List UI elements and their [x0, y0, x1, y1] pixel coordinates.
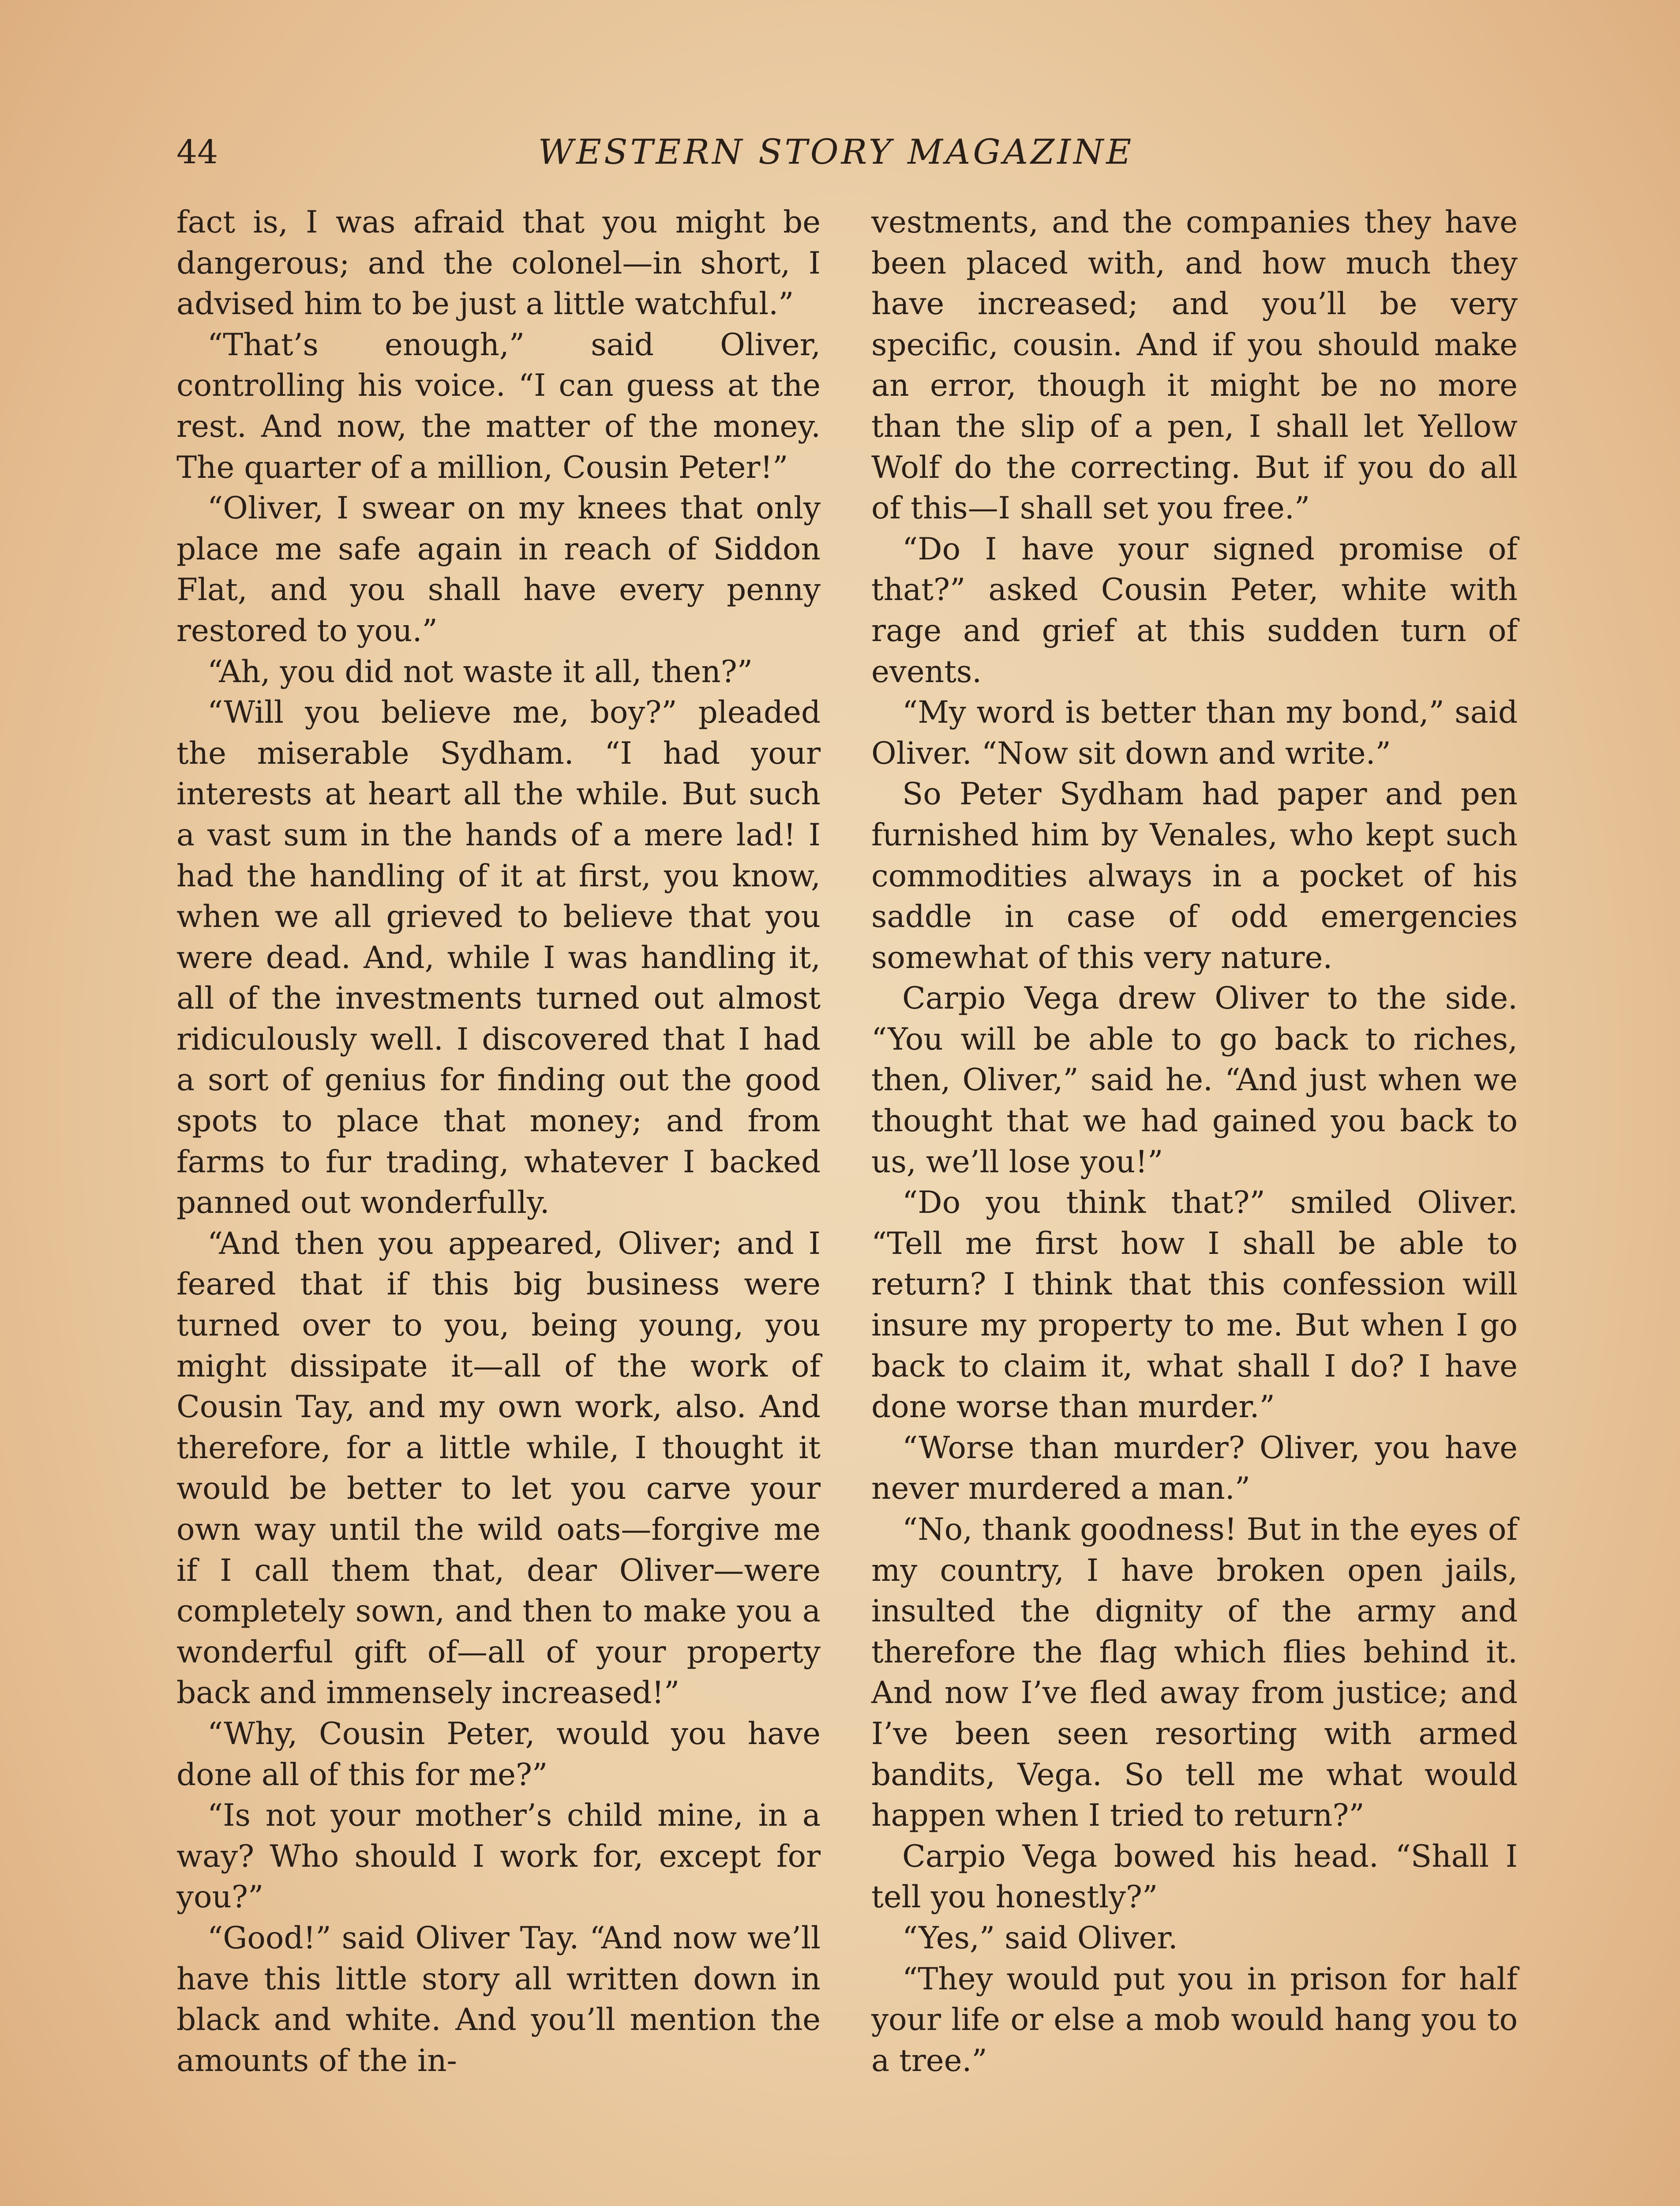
left-column — [176, 202, 821, 2081]
paragraph: “Ah, you did not waste it all, then?” — [207, 654, 753, 690]
paragraph: “Why, Cousin Peter, would you have done all of this for me?” — [176, 1716, 821, 1793]
paragraph: “Yes,” said Oliver. — [902, 1920, 1178, 1956]
paragraph: Carpio Vega drew Oliver to the side. “You will be able to go back to riches, then, Oliver,” said he. “And just when we thought that we had gained you back to us, we’ll lose you!” — [871, 981, 1518, 1180]
paragraph: vestments, and the companies they have been placed with, and how much they have increased; and you’ll be very specific, cousin. And if you should make an error, though it might be no more than the slip of a pen, I shall let Yellow Wolf do the correcting. But if you do all of this—I shall set you free.” — [871, 205, 1518, 526]
paragraph: “Do you think that?” smiled Oliver. “Tell me first how I shall be able to return? I think that this confession will insure my property to me. But when I go back to claim it, what shall I do? I have done worse than murder.” — [871, 1185, 1518, 1425]
page-number: 44 — [176, 133, 218, 171]
paragraph: “Do I have your signed promise of that?” asked Cousin Peter, white with rage and grief at this sudden turn of events. — [871, 531, 1518, 690]
paragraph: “Good!” said Oliver Tay. “And now we’ll have this little story all written down in black and white. And you’ll mention the amounts of the in- — [176, 1920, 821, 2078]
paragraph: Carpio Vega bowed his head. “Shall I tell you honestly?” — [871, 1838, 1518, 1915]
paragraph: So Peter Sydham had paper and pen furnished him by Venales, who kept such commodities always in a pocket of his saddle in case of odd emergencies somewhat of this very nature. — [871, 777, 1518, 975]
paragraph: fact is, I was afraid that you might be dangerous; and the colonel—in short, I advised him to be just a little watchful.” — [176, 205, 821, 322]
right-column — [871, 202, 1518, 2081]
paragraph: “And then you appeared, Oliver; and I feared that if this big business were turned over to you, being young, you might dissipate it—all of the work of Cousin Tay, and my own work, also. And therefore, for a little while, I thought it would be better to let you carve your own way until the wild oats—forgive me if I call them that, dear Oliver—were completely sown, and then to make you a wonderful gift of—all of your property back and immensely increased!” — [176, 1226, 821, 1711]
paragraph: “My word is better than my bond,” said Oliver. “Now sit down and write.” — [871, 695, 1518, 771]
paragraph: “Will you believe me, boy?” pleaded the miserable Sydham. “I had your interests at heart all the while. But such a vast sum in the hands of a mere lad! I had the handling of it at first, you know, when we all grieved to believe that you were dead. And, while I was handling it, all of the investments turned out almost ridiculously well. I discovered that I had a sort of genius for finding out the good spots to place that money; and from farms to fur trading, whatever I backed panned out wonderfully. — [176, 695, 821, 1221]
magazine-title: WESTERN STORY MAGAZINE — [538, 132, 1134, 172]
paragraph: “Worse than murder? Oliver, you have never murdered a man.” — [871, 1430, 1518, 1507]
paragraph: “Is not your mother’s child mine, in a way? Who should I work for, except for you?” — [176, 1798, 821, 1915]
paragraph: “That’s enough,” said Oliver, controlling his voice. “I can guess at the rest. And now, the matter of the money. The quarter of a million, Cousin Peter!” — [176, 327, 821, 485]
page-header — [176, 128, 1496, 176]
paragraph: “They would put you in prison for half your life or else a mob would hang you to a tree.” — [871, 1961, 1518, 2078]
paragraph: “Oliver, I swear on my knees that only place me safe again in reach of Siddon Flat, and you shall have every penny restored to you.” — [176, 491, 821, 649]
paragraph: “No, thank goodness! But in the eyes of my country, I have broken open jails, insulted the dignity of the army and therefore the flag which flies behind it. And now I’ve fled away from justice; and I’ve been seen resorting with armed bandits, Vega. So tell me what would happen when I tried to return?” — [871, 1512, 1518, 1834]
